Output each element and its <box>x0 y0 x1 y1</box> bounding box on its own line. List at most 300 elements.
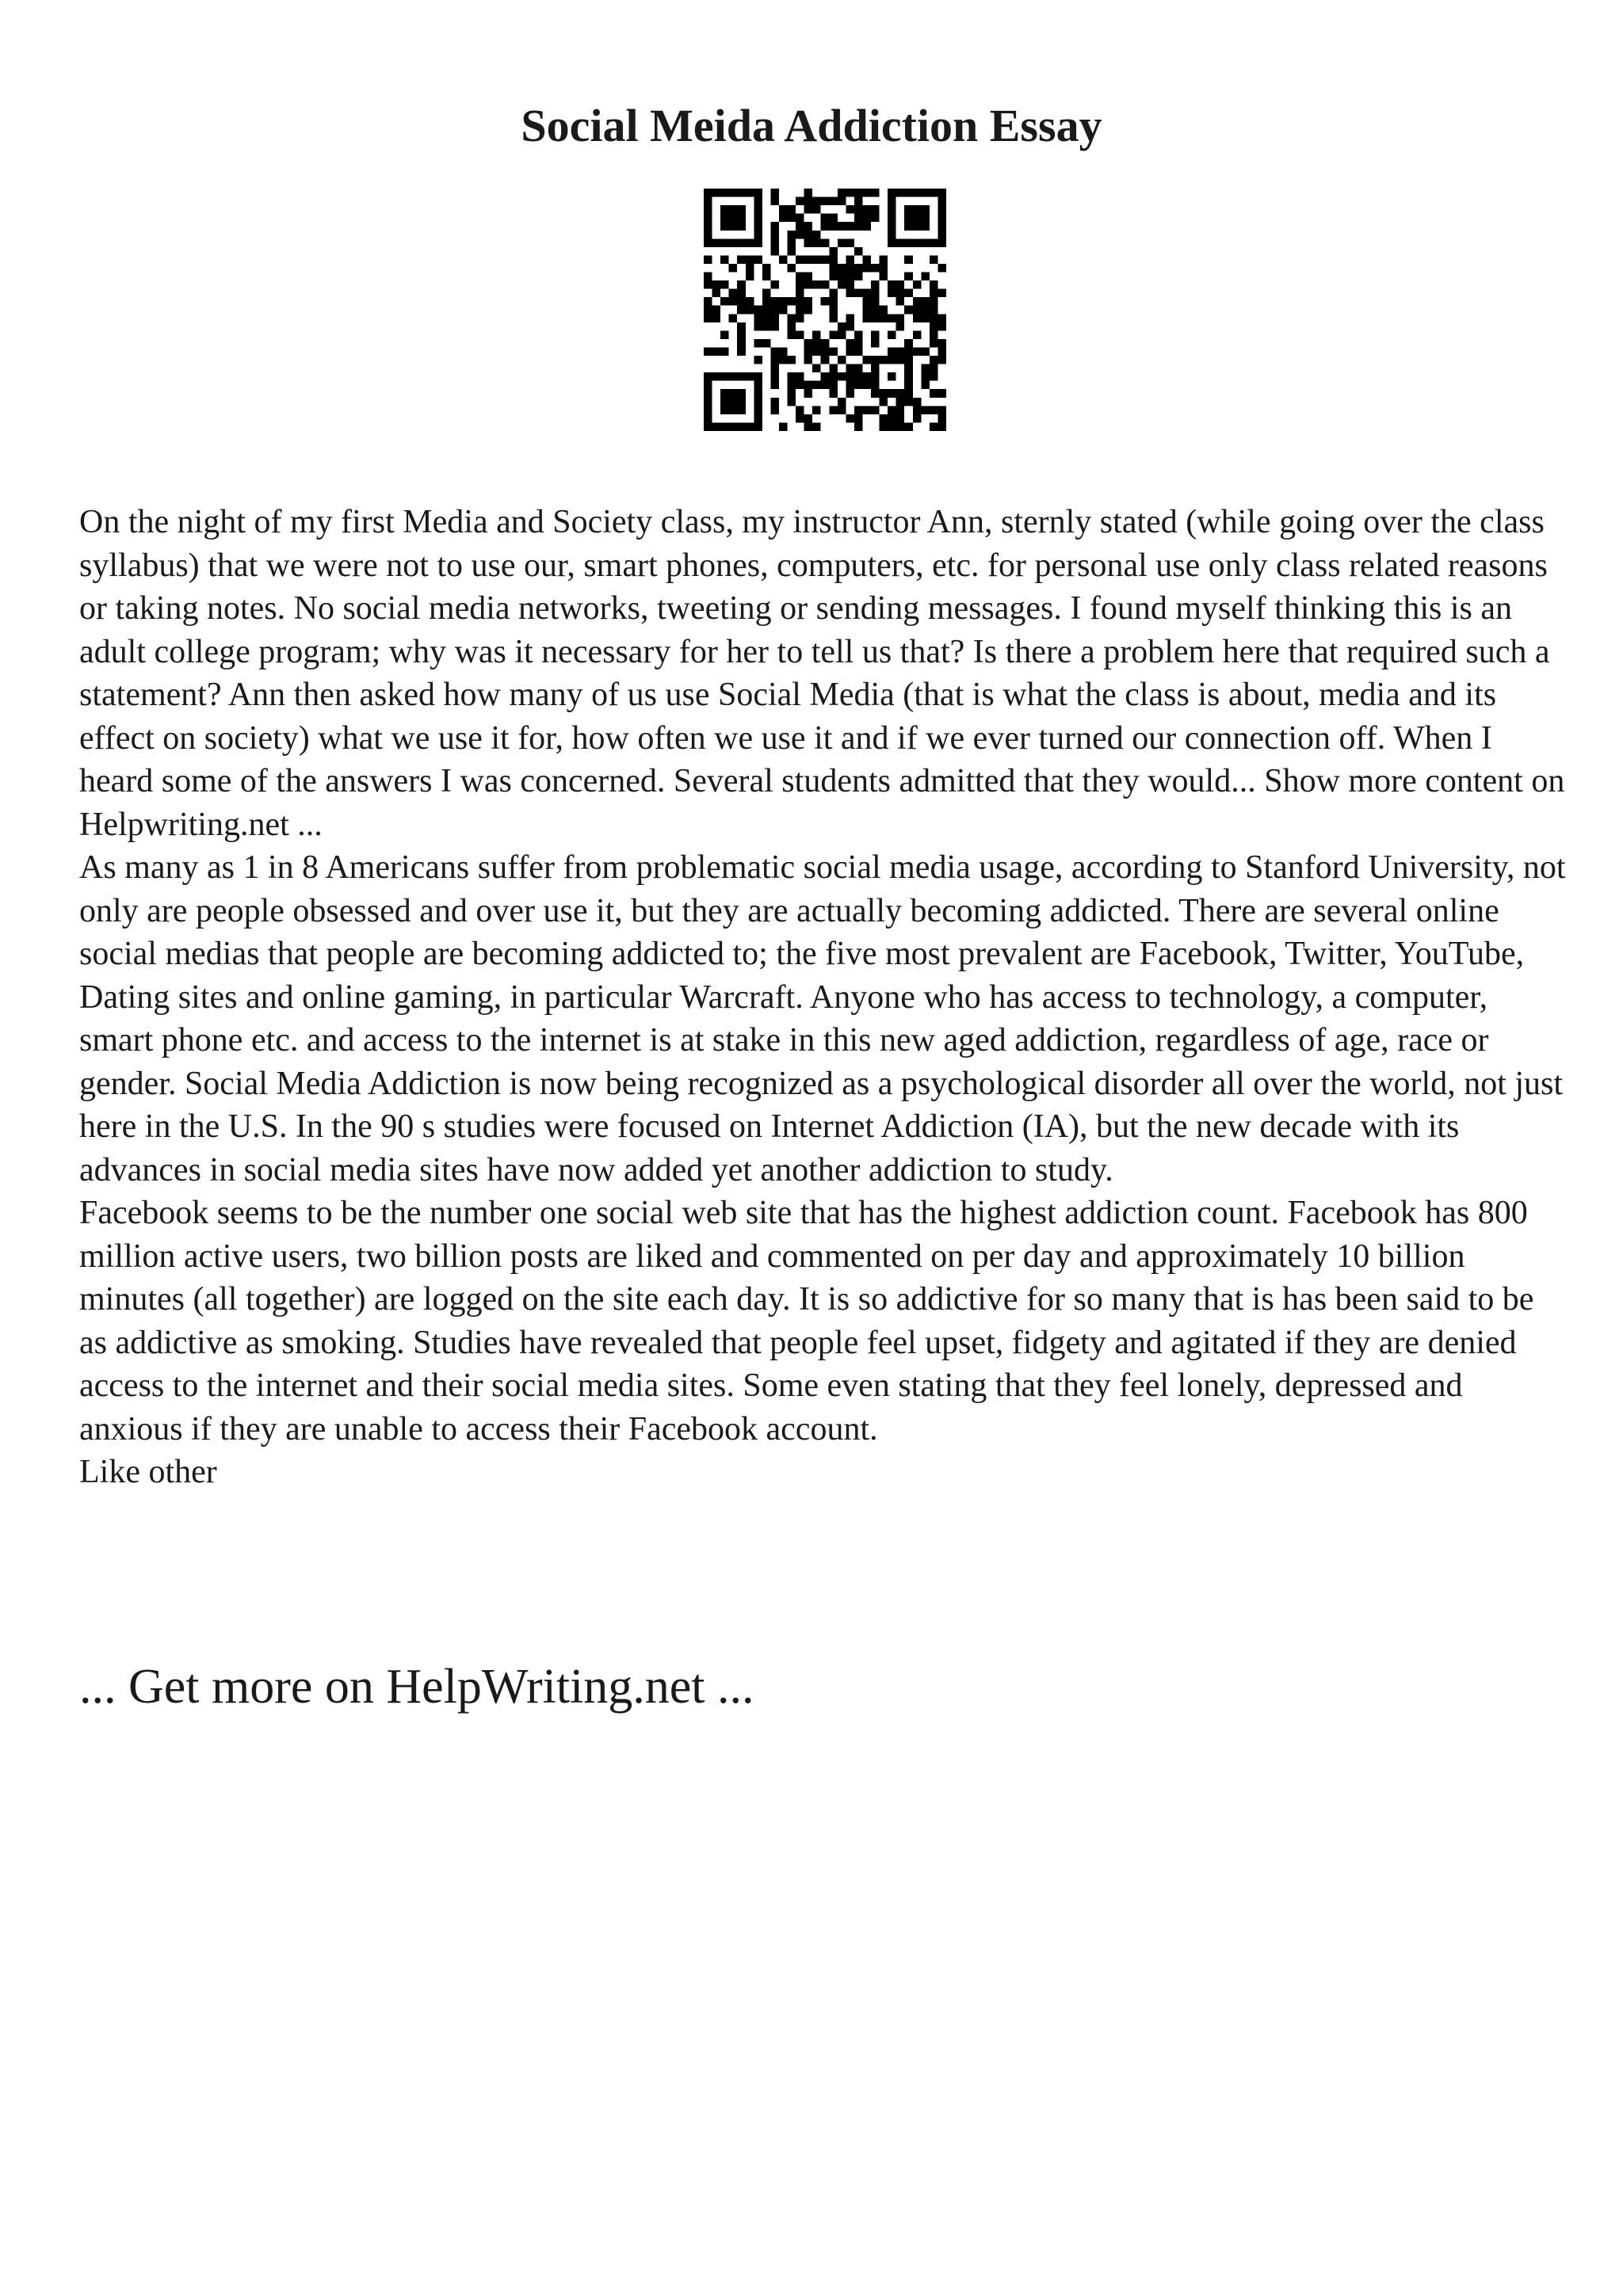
qr-module <box>896 356 905 364</box>
qr-module <box>838 222 846 231</box>
qr-module <box>938 222 946 231</box>
qr-module <box>796 381 804 390</box>
qr-module <box>904 238 913 247</box>
qr-module <box>804 356 813 364</box>
qr-module <box>871 372 880 381</box>
qr-module <box>754 356 762 364</box>
qr-module <box>871 406 880 414</box>
qr-module <box>804 205 813 214</box>
qr-module <box>838 322 846 331</box>
qr-module <box>871 280 880 289</box>
qr-module <box>862 381 871 390</box>
qr-module <box>888 214 896 223</box>
qr-module <box>720 398 729 406</box>
qr-module <box>921 372 930 381</box>
qr-module <box>921 189 930 197</box>
page-title: Social Meida Addiction Essay <box>521 100 1102 151</box>
qr-module <box>888 189 896 197</box>
qr-module <box>846 222 854 231</box>
qr-module <box>821 214 830 223</box>
qr-module <box>896 406 905 414</box>
qr-module <box>921 205 930 214</box>
qr-module <box>888 238 896 247</box>
qr-module <box>888 347 896 356</box>
qr-module <box>704 280 712 289</box>
qr-module <box>754 255 762 264</box>
qr-module <box>821 297 830 306</box>
qr-module <box>838 356 846 364</box>
qr-module <box>704 231 712 239</box>
qr-module <box>812 422 821 431</box>
qr-module <box>770 189 779 197</box>
qr-module <box>746 372 754 381</box>
qr-module <box>821 255 830 264</box>
qr-module <box>796 414 804 423</box>
qr-module <box>829 406 838 414</box>
qr-module <box>880 356 888 364</box>
qr-module <box>938 289 946 298</box>
qr-module <box>762 297 771 306</box>
qr-module <box>888 406 896 414</box>
qr-module <box>930 364 938 373</box>
qr-module <box>854 372 863 381</box>
qr-module <box>854 273 863 281</box>
qr-module <box>754 422 762 431</box>
qr-module <box>846 255 854 264</box>
qr-module <box>821 347 830 356</box>
qr-module <box>812 347 821 356</box>
qr-module <box>762 339 771 348</box>
qr-module <box>871 214 880 223</box>
qr-module <box>804 197 813 206</box>
qr-module <box>762 322 771 331</box>
qr-module <box>762 289 771 298</box>
qr-module <box>938 322 946 331</box>
qr-module <box>846 189 854 197</box>
qr-module <box>737 372 746 381</box>
qr-module <box>770 306 779 315</box>
qr-module <box>838 372 846 381</box>
qr-module <box>754 306 762 315</box>
qr-module <box>871 297 880 306</box>
qr-module <box>921 214 930 223</box>
qr-module <box>737 347 746 356</box>
qr-module <box>720 189 729 197</box>
qr-module <box>838 280 846 289</box>
qr-module <box>720 238 729 247</box>
qr-module <box>913 280 922 289</box>
qr-module <box>746 264 754 273</box>
qr-module <box>754 231 762 239</box>
qr-module <box>904 347 913 356</box>
qr-module <box>754 414 762 423</box>
qr-module <box>737 339 746 348</box>
qr-module <box>846 347 854 356</box>
qr-module <box>921 306 930 315</box>
qr-module <box>930 322 938 331</box>
qr-module <box>704 273 712 281</box>
qr-module <box>704 238 712 247</box>
qr-module <box>938 356 946 364</box>
qr-module <box>829 306 838 315</box>
qr-module <box>796 214 804 223</box>
qr-module <box>804 255 813 264</box>
get-more-link[interactable]: ... Get more on HelpWriting.net ... <box>79 1660 754 1714</box>
qr-module <box>862 205 871 214</box>
qr-module <box>754 389 762 398</box>
qr-module <box>846 264 854 273</box>
qr-module <box>704 222 712 231</box>
qr-module <box>762 264 771 273</box>
qr-module <box>754 238 762 247</box>
qr-module <box>770 406 779 414</box>
qr-module <box>804 381 813 390</box>
qr-module <box>871 339 880 348</box>
qr-module <box>779 422 788 431</box>
qr-module <box>712 422 721 431</box>
qr-module <box>737 255 746 264</box>
qr-module <box>921 347 930 356</box>
qr-module <box>829 264 838 273</box>
qr-module <box>913 189 922 197</box>
qr-module <box>770 280 779 289</box>
qr-module <box>930 306 938 315</box>
qr-module <box>921 273 930 281</box>
qr-module <box>729 372 738 381</box>
qr-module <box>762 314 771 322</box>
qr-module <box>746 422 754 431</box>
qr-module <box>712 289 721 298</box>
qr-module <box>888 372 896 381</box>
qr-module <box>904 398 913 406</box>
qr-module <box>930 356 938 364</box>
qr-module <box>737 422 746 431</box>
qr-module <box>754 197 762 206</box>
qr-module <box>788 231 796 239</box>
qr-module <box>770 364 779 373</box>
qr-module <box>904 422 913 431</box>
qr-module <box>804 414 813 423</box>
qr-module <box>829 197 838 206</box>
qr-module <box>871 314 880 322</box>
qr-module <box>804 238 813 247</box>
qr-module <box>896 389 905 398</box>
qr-module <box>754 222 762 231</box>
qr-module <box>720 406 729 414</box>
qr-module <box>720 422 729 431</box>
paragraph: Like other <box>79 1454 217 1490</box>
qr-module <box>862 372 871 381</box>
qr-module <box>862 189 871 197</box>
qr-module <box>804 273 813 281</box>
qr-module <box>754 214 762 223</box>
qr-module <box>829 214 838 223</box>
qr-code-icon <box>704 189 946 431</box>
qr-module <box>720 280 729 289</box>
qr-module <box>754 205 762 214</box>
qr-module <box>729 214 738 223</box>
qr-module <box>754 398 762 406</box>
qr-module <box>712 306 721 315</box>
qr-module <box>854 422 863 431</box>
qr-module <box>938 389 946 398</box>
qr-module <box>737 205 746 214</box>
qr-module <box>829 314 838 322</box>
qr-module <box>913 398 922 406</box>
qr-module <box>737 330 746 339</box>
qr-module <box>838 197 846 206</box>
qr-module <box>829 347 838 356</box>
qr-module <box>888 356 896 364</box>
qr-module <box>770 222 779 231</box>
qr-module <box>904 205 913 214</box>
qr-module <box>704 372 712 381</box>
qr-module <box>896 297 905 306</box>
qr-module <box>704 347 712 356</box>
qr-module <box>896 238 905 247</box>
qr-module <box>746 273 754 281</box>
qr-module <box>704 398 712 406</box>
qr-module <box>754 406 762 414</box>
qr-module <box>896 398 905 406</box>
qr-module <box>888 289 896 298</box>
qr-module <box>938 189 946 197</box>
qr-module <box>913 314 922 322</box>
qr-module <box>788 238 796 247</box>
qr-module <box>812 197 821 206</box>
qr-module <box>846 364 854 373</box>
qr-module <box>829 222 838 231</box>
qr-module <box>938 214 946 223</box>
qr-module <box>720 214 729 223</box>
qr-module <box>704 381 712 390</box>
qr-module <box>770 247 779 256</box>
qr-module <box>770 297 779 306</box>
qr-module <box>729 297 738 306</box>
qr-module <box>854 364 863 373</box>
qr-module <box>796 372 804 381</box>
qr-module <box>862 314 871 322</box>
qr-module <box>788 330 796 339</box>
qr-module <box>796 222 804 231</box>
qr-module <box>812 231 821 239</box>
qr-module <box>838 238 846 247</box>
qr-module <box>829 255 838 264</box>
qr-module <box>838 330 846 339</box>
qr-module <box>930 422 938 431</box>
qr-module <box>829 289 838 298</box>
qr-module <box>770 347 779 356</box>
qr-module <box>938 264 946 273</box>
qr-module <box>762 306 771 315</box>
qr-module <box>930 280 938 289</box>
qr-module <box>737 280 746 289</box>
qr-module <box>888 330 896 339</box>
qr-module <box>846 280 854 289</box>
qr-module <box>704 214 712 223</box>
qr-module <box>930 406 938 414</box>
qr-module <box>804 189 813 197</box>
qr-module <box>880 306 888 315</box>
qr-module <box>704 255 712 264</box>
qr-module <box>821 197 830 206</box>
qr-module <box>854 381 863 390</box>
qr-module <box>904 356 913 364</box>
qr-module <box>888 205 896 214</box>
qr-module <box>829 364 838 373</box>
qr-module <box>729 422 738 431</box>
qr-module <box>737 322 746 331</box>
qr-module <box>720 222 729 231</box>
qr-module <box>896 280 905 289</box>
qr-module <box>921 238 930 247</box>
qr-module <box>921 406 930 414</box>
qr-module <box>812 205 821 214</box>
qr-module <box>896 322 905 331</box>
qr-module <box>720 347 729 356</box>
qr-module <box>821 280 830 289</box>
qr-module <box>938 414 946 423</box>
qr-module <box>712 347 721 356</box>
qr-module <box>729 398 738 406</box>
qr-module <box>854 406 863 414</box>
qr-module <box>930 189 938 197</box>
qr-module <box>804 297 813 306</box>
qr-module <box>812 280 821 289</box>
qr-module <box>854 247 863 256</box>
qr-module <box>904 214 913 223</box>
qr-module <box>896 289 905 298</box>
qr-module <box>854 330 863 339</box>
qr-module <box>788 314 796 322</box>
qr-module <box>938 231 946 239</box>
qr-module <box>930 339 938 348</box>
qr-module <box>821 356 830 364</box>
essay-body <box>79 501 1569 1494</box>
qr-module <box>746 255 754 264</box>
qr-module <box>746 306 754 315</box>
qr-module <box>854 189 863 197</box>
qr-module <box>862 264 871 273</box>
qr-module <box>829 297 838 306</box>
qr-module <box>938 339 946 348</box>
qr-module <box>846 314 854 322</box>
qr-module <box>838 273 846 281</box>
qr-module <box>871 189 880 197</box>
qr-module <box>704 406 712 414</box>
qr-module <box>762 273 771 281</box>
qr-module <box>846 322 854 331</box>
qr-module <box>712 372 721 381</box>
qr-module <box>804 339 813 348</box>
qr-module <box>880 314 888 322</box>
qr-module <box>871 356 880 364</box>
qr-module <box>796 306 804 315</box>
qr-module <box>788 322 796 331</box>
qr-module <box>712 280 721 289</box>
qr-module <box>796 231 804 239</box>
qr-module <box>770 381 779 390</box>
qr-module <box>838 189 846 197</box>
qr-module <box>720 297 729 306</box>
paragraph: Facebook seems to be the number one social web site that has the highest addiction count. Facebook has 800 million active users, two billion posts are liked and commented on per day and approximately 10 billion minutes (all together) are logged on the site each day. It is so addictive for so many that is has been said to be as addictive as smoking. Studies have revealed that people feel upset, fidgety and agitated if they are denied access to the internet and their social media sites. Some even stating that they feel lonely, depressed and anxious if they are unable to access their Facebook account. <box>79 1195 1534 1447</box>
qr-module <box>729 264 738 273</box>
qr-module <box>904 364 913 373</box>
paragraph: On the night of my first Media and Society class, my instructor Ann, sternly stated (while going over the class syllabus) that we were not to use our, smart phones, computers, etc. for personal use only class related reasons or taking notes. No social media networks, tweeting or sending messages. I found myself thinking this is an adult college program; why was it necessary for her to tell us that? Is there a problem here that required such a statement? Ann then asked how many of us use Social Media (that is what the class is about, media and its effect on society) what we use it for, how often we use it and if we ever turned our connection off. When I heard some of the answers I was concerned. Several students admitted that they would... Show more content on Helpwriting.net ... <box>79 504 1565 843</box>
qr-module <box>804 231 813 239</box>
qr-module <box>788 247 796 256</box>
qr-module <box>729 289 738 298</box>
qr-module <box>846 372 854 381</box>
qr-module <box>737 189 746 197</box>
qr-module <box>913 297 922 306</box>
qr-module <box>796 314 804 322</box>
qr-module <box>913 306 922 315</box>
qr-module <box>854 264 863 273</box>
qr-module <box>888 280 896 289</box>
qr-module <box>913 222 922 231</box>
qr-module <box>796 197 804 206</box>
qr-module <box>720 255 729 264</box>
qr-module <box>804 422 813 431</box>
qr-module <box>804 280 813 289</box>
qr-module <box>754 322 762 331</box>
qr-module <box>938 347 946 356</box>
qr-module <box>930 255 938 264</box>
qr-module <box>938 314 946 322</box>
qr-module <box>871 205 880 214</box>
qr-module <box>921 314 930 322</box>
qr-module <box>704 189 712 197</box>
qr-module <box>812 339 821 348</box>
qr-module <box>746 189 754 197</box>
qr-module <box>913 414 922 423</box>
qr-module <box>712 238 721 247</box>
qr-module <box>704 314 712 322</box>
qr-module <box>829 389 838 398</box>
qr-module <box>788 398 796 406</box>
qr-module <box>796 406 804 414</box>
qr-module <box>871 264 880 273</box>
qr-module <box>904 189 913 197</box>
qr-module <box>770 238 779 247</box>
qr-module <box>737 389 746 398</box>
qr-module <box>913 214 922 223</box>
qr-module <box>938 238 946 247</box>
qr-module <box>804 389 813 398</box>
qr-module <box>938 205 946 214</box>
qr-module <box>871 381 880 390</box>
qr-module <box>704 306 712 315</box>
qr-module <box>829 381 838 390</box>
qr-module <box>788 264 796 273</box>
qr-module <box>904 222 913 231</box>
qr-module <box>913 205 922 214</box>
qr-module <box>729 222 738 231</box>
qr-module <box>930 297 938 306</box>
qr-module <box>720 372 729 381</box>
qr-module <box>862 255 871 264</box>
qr-module <box>846 273 854 281</box>
qr-code-graphic <box>704 189 946 431</box>
qr-module <box>737 238 746 247</box>
qr-module <box>913 406 922 414</box>
qr-module <box>770 398 779 406</box>
qr-module <box>779 356 788 364</box>
qr-module <box>880 255 888 264</box>
qr-module <box>729 406 738 414</box>
qr-module <box>913 347 922 356</box>
